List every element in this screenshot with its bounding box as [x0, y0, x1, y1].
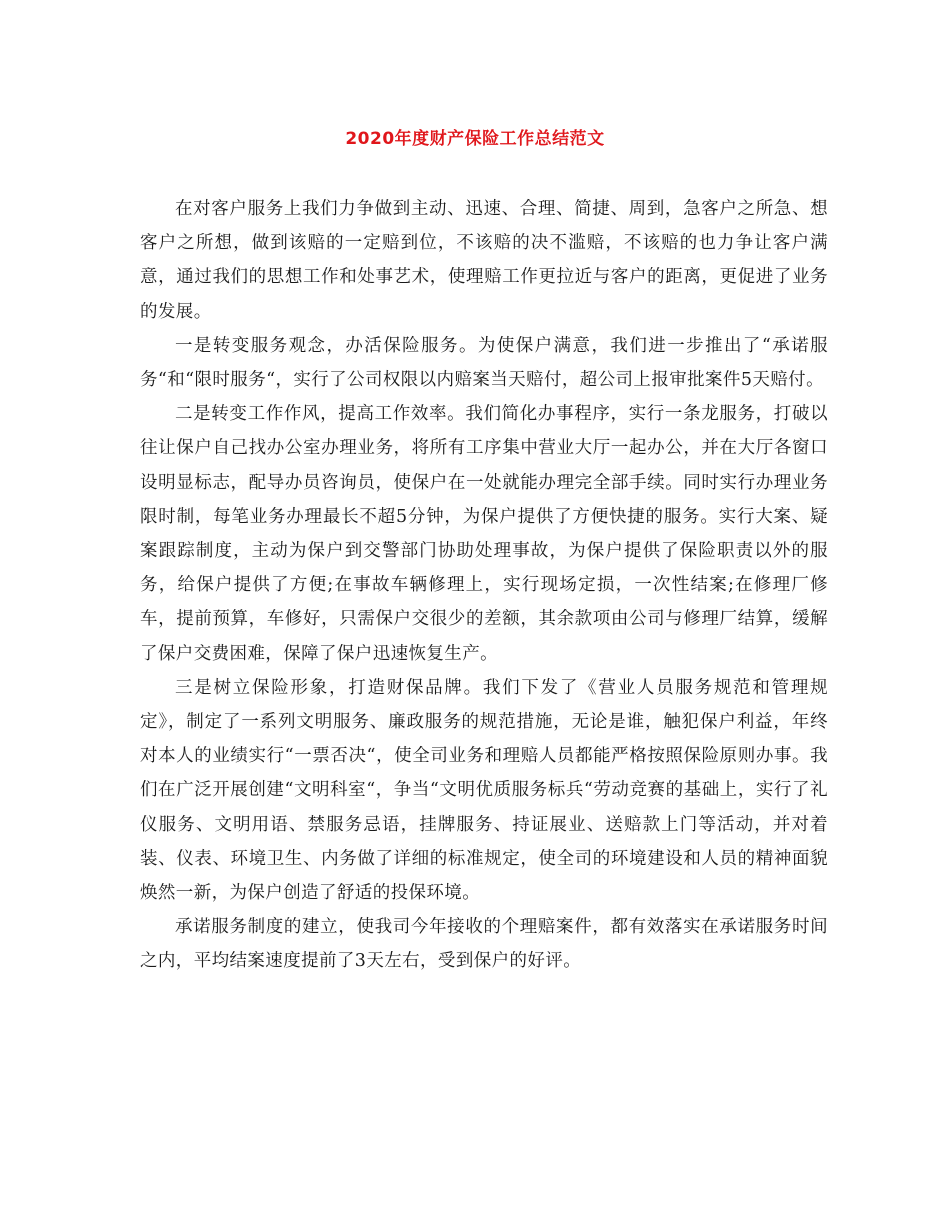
paragraph-commitment-system: 承诺服务制度的建立，使我司今年接收的个理赔案件，都有效落实在承诺服务时间之内，平均结案速度提前了3天左右，受到保户的好评。: [140, 917, 828, 972]
document-title: 2020年度财产保险工作总结范文: [345, 129, 605, 149]
paragraph-work-style: 二是转变工作作风，提高工作效率。我们简化办事程序，实行一条龙服务，打破以往让保户自己找办公室办理业务，将所有工序集中营业大厅一起办公，并在大厅各窗口设明显标志，配导办员咨询员，使保户在一处就能办理完全部手续。同时实行办理业务限时制，每笔业务办理最长不超5分钟，为保户提供了方便快捷的服务。实行大案、疑案跟踪制度，主动为保户到交警部门协助处理事故，为保户提供了保险职责以外的服务，给保户提供了方便;在事故车辆修理上，实行现场定损，一次性结案;在修理厂修车，提前预算，车修好，只需保户交很少的差额，其余款项由公司与修理厂结算，缓解了保户交费困难，保障了保户迅速恢复生产。: [140, 404, 828, 664]
paragraph-customer-service: 在对客户服务上我们力争做到主动、迅速、合理、简捷、周到，急客户之所急、想客户之所想，做到该赔的一定赔到位，不该赔的决不滥赔，不该赔的也力争让客户满意，通过我们的思想工作和处事艺术，使理赔工作更拉近与客户的距离，更促进了业务的发展。: [140, 199, 828, 322]
paragraph-service-concept: 一是转变服务观念，办活保险服务。为使保户满意，我们进一步推出了“承诺服务“和“限时服务“，实行了公司权限以内赔案当天赔付，超公司上报审批案件5天赔付。: [140, 335, 828, 391]
paragraph-brand-image: 三是树立保险形象，打造财保品牌。我们下发了《营业人员服务规范和管理规定》，制定了一系列文明服务、廉政服务的规范措施，无论是谁，触犯保户利益，年终对本人的业绩实行“一票否决“，使全司业务和理赔人员都能严格按照保险原则办事。我们在广泛开展创建“文明科室“，争当“文明优质服务标兵“劳动竞赛的基础上，实行了礼仪服务、文明用语、禁服务忌语，挂牌服务、持证展业、送赔款上门等活动，并对着装、仪表、环境卫生、内务做了详细的标准规定，使全司的环境建设和人员的精神面貌焕然一新，为保户创造了舒适的投保环境。: [140, 677, 828, 904]
document-body: [140, 192, 828, 979]
